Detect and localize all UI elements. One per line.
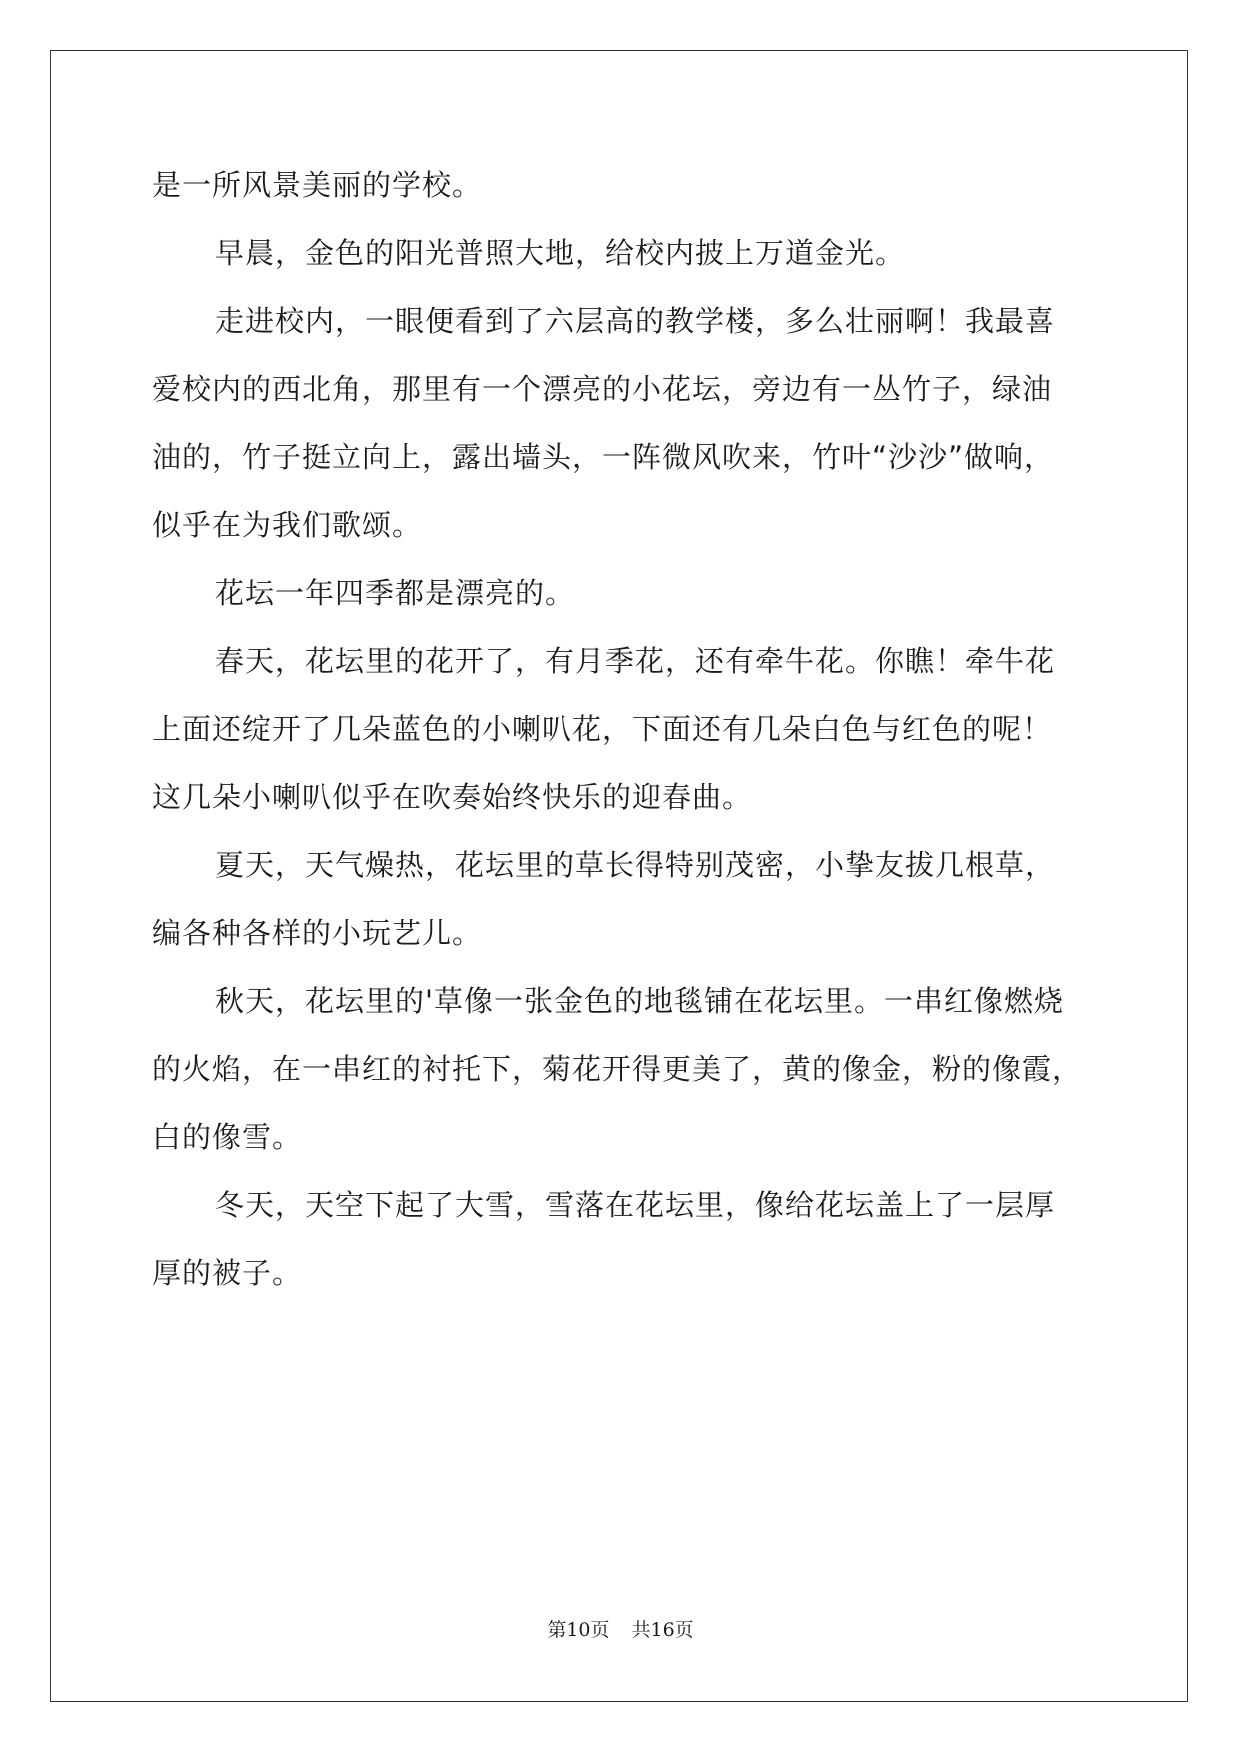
paragraph-line: 白的像雪。 [152, 1120, 303, 1154]
paragraph-line: 厚的被子。 [152, 1256, 303, 1290]
paragraph-line: 这几朵小喇叭似乎在吹奏始终快乐的迎春曲。 [152, 780, 753, 814]
paragraph-line: 是一所风景美丽的学校。 [152, 168, 483, 202]
page-footer [0, 1618, 1241, 1642]
paragraph-line: 爱校内的西北角，那里有一个漂亮的小花坛，旁边有一丛竹子，绿油 [152, 372, 1053, 406]
paragraph-line: 花坛一年四季都是漂亮的。 [215, 576, 576, 610]
paragraph-line: 走进校内，一眼便看到了六层高的教学楼，多么壮丽啊！我最喜 [215, 304, 1056, 338]
page-total: 共16页 [631, 1619, 694, 1641]
paragraph-line: 春天，花坛里的花开了，有月季花，还有牵牛花。你瞧！牵牛花 [215, 644, 1056, 678]
paragraph-line: 上面还绽开了几朵蓝色的小喇叭花，下面还有几朵白色与红色的呢！ [152, 712, 1053, 746]
paragraph-line: 似乎在为我们歌颂。 [152, 508, 423, 542]
paragraph-line: 冬天，天空下起了大雪，雪落在花坛里，像给花坛盖上了一层厚 [215, 1188, 1056, 1222]
paragraph-line: 编各种各样的小玩艺儿。 [152, 916, 483, 950]
paragraph-line: 秋天，花坛里的'草像一张金色的地毯铺在花坛里。一串红像燃烧 [215, 984, 1064, 1018]
paragraph-line: 油的，竹子挺立向上，露出墙头，一阵微风吹来，竹叶“沙沙”做响， [152, 440, 1055, 474]
paragraph-line: 的火焰，在一串红的衬托下，菊花开得更美了，黄的像金，粉的像霞， [152, 1052, 1083, 1086]
page-number: 第10页 [547, 1619, 610, 1641]
paragraph-line: 夏天，天气燥热，花坛里的草长得特别茂密，小挚友拔几根草， [215, 848, 1056, 882]
paragraph-line: 早晨，金色的阳光普照大地，给校内披上万道金光。 [215, 236, 906, 270]
